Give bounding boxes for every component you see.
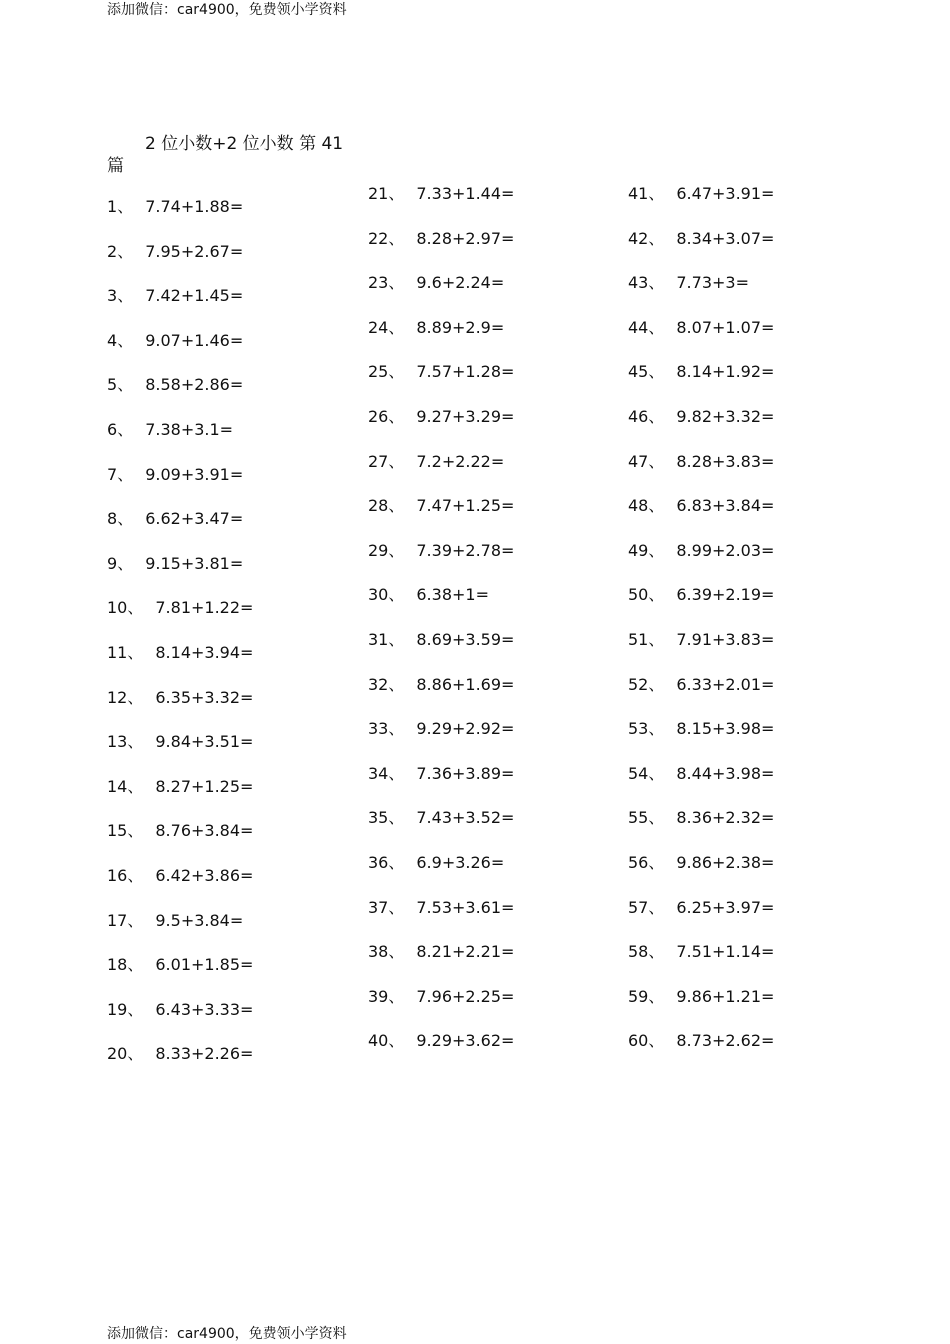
problem-separator: 、 xyxy=(127,1044,144,1063)
problem-expression: 8.99+2.03= xyxy=(676,541,775,560)
problem-item xyxy=(628,630,774,650)
problem-number: 13 xyxy=(107,732,128,751)
problem-number: 27 xyxy=(368,452,389,471)
problem-number: 28 xyxy=(368,496,389,515)
problem-item xyxy=(628,942,774,962)
problem-separator: 、 xyxy=(388,407,405,426)
problem-item xyxy=(107,955,253,975)
problem-number: 57 xyxy=(628,898,649,917)
problem-item xyxy=(628,764,774,784)
problem-number: 19 xyxy=(107,1000,128,1019)
problem-expression: 6.38+1= xyxy=(416,585,489,604)
problem-number: 47 xyxy=(628,452,649,471)
problem-expression: 7.42+1.45= xyxy=(145,286,244,305)
problem-expression: 7.36+3.89= xyxy=(416,764,515,783)
problem-number: 8 xyxy=(107,509,118,528)
problem-separator: 、 xyxy=(388,452,405,471)
problem-expression: 8.27+1.25= xyxy=(155,777,254,796)
problem-item xyxy=(107,509,243,529)
problem-expression: 6.39+2.19= xyxy=(676,585,775,604)
problem-separator: 、 xyxy=(648,184,665,203)
problem-expression: 9.86+2.38= xyxy=(676,853,775,872)
problem-separator: 、 xyxy=(388,541,405,560)
problem-item xyxy=(368,362,514,382)
problem-expression: 6.25+3.97= xyxy=(676,898,775,917)
problem-item xyxy=(628,675,774,695)
problem-expression: 8.07+1.07= xyxy=(676,318,775,337)
problem-item xyxy=(107,420,233,440)
problem-separator: 、 xyxy=(388,318,405,337)
problem-item xyxy=(628,719,774,739)
problem-number: 54 xyxy=(628,764,649,783)
problem-item xyxy=(107,465,243,485)
problem-expression: 8.14+1.92= xyxy=(676,362,775,381)
problem-number: 39 xyxy=(368,987,389,1006)
problem-expression: 6.01+1.85= xyxy=(155,955,254,974)
problem-expression: 7.47+1.25= xyxy=(416,496,515,515)
problem-expression: 7.91+3.83= xyxy=(676,630,775,649)
problem-expression: 7.38+3.1= xyxy=(145,420,234,439)
problem-item xyxy=(368,853,504,873)
problem-separator: 、 xyxy=(388,1031,405,1050)
problem-separator: 、 xyxy=(648,1031,665,1050)
problem-number: 9 xyxy=(107,554,118,573)
problem-expression: 7.73+3= xyxy=(676,273,749,292)
problem-expression: 8.28+3.83= xyxy=(676,452,775,471)
problem-item xyxy=(368,764,514,784)
problem-separator: 、 xyxy=(117,197,134,216)
problem-number: 2 xyxy=(107,242,118,261)
problem-number: 5 xyxy=(107,375,118,394)
problem-separator: 、 xyxy=(648,898,665,917)
problem-number: 3 xyxy=(107,286,118,305)
problem-separator: 、 xyxy=(117,375,134,394)
problem-number: 44 xyxy=(628,318,649,337)
problem-item xyxy=(107,688,253,708)
problem-item xyxy=(368,719,514,739)
problem-separator: 、 xyxy=(127,955,144,974)
problem-number: 58 xyxy=(628,942,649,961)
problem-separator: 、 xyxy=(388,942,405,961)
problem-item xyxy=(107,598,253,618)
problem-expression: 7.96+2.25= xyxy=(416,987,515,1006)
problem-number: 49 xyxy=(628,541,649,560)
problem-number: 34 xyxy=(368,764,389,783)
problem-number: 40 xyxy=(368,1031,389,1050)
problem-expression: 9.6+2.24= xyxy=(416,273,505,292)
problem-expression: 8.14+3.94= xyxy=(155,643,254,662)
problem-number: 15 xyxy=(107,821,128,840)
problem-number: 59 xyxy=(628,987,649,1006)
problem-expression: 7.95+2.67= xyxy=(145,242,244,261)
problem-expression: 8.15+3.98= xyxy=(676,719,775,738)
problem-separator: 、 xyxy=(388,808,405,827)
problem-item xyxy=(368,318,504,338)
problem-item xyxy=(628,541,774,561)
problem-separator: 、 xyxy=(388,496,405,515)
problem-item xyxy=(107,732,253,752)
problem-item xyxy=(368,987,514,1007)
problem-separator: 、 xyxy=(648,808,665,827)
problem-expression: 6.47+3.91= xyxy=(676,184,775,203)
problem-expression: 6.42+3.86= xyxy=(155,866,254,885)
problem-number: 6 xyxy=(107,420,118,439)
problem-number: 52 xyxy=(628,675,649,694)
problem-expression: 8.33+2.26= xyxy=(155,1044,254,1063)
problem-separator: 、 xyxy=(648,407,665,426)
problem-number: 35 xyxy=(368,808,389,827)
problem-item xyxy=(107,821,253,841)
problem-number: 10 xyxy=(107,598,128,617)
problem-expression: 9.84+3.51= xyxy=(155,732,254,751)
problem-separator: 、 xyxy=(117,331,134,350)
problem-number: 26 xyxy=(368,407,389,426)
problem-expression: 8.21+2.21= xyxy=(416,942,515,961)
problem-separator: 、 xyxy=(648,452,665,471)
problem-item xyxy=(107,911,243,931)
problem-separator: 、 xyxy=(648,541,665,560)
problem-separator: 、 xyxy=(117,509,134,528)
problem-expression: 8.58+2.86= xyxy=(145,375,244,394)
problem-separator: 、 xyxy=(648,764,665,783)
problem-number: 29 xyxy=(368,541,389,560)
problem-item xyxy=(368,496,514,516)
problem-number: 53 xyxy=(628,719,649,738)
problem-item xyxy=(107,197,243,217)
problem-separator: 、 xyxy=(117,420,134,439)
problem-number: 25 xyxy=(368,362,389,381)
problem-item xyxy=(368,808,514,828)
problem-separator: 、 xyxy=(648,318,665,337)
problem-item xyxy=(107,286,243,306)
problem-number: 30 xyxy=(368,585,389,604)
problem-separator: 、 xyxy=(648,675,665,694)
problem-expression: 6.62+3.47= xyxy=(145,509,244,528)
problem-separator: 、 xyxy=(648,853,665,872)
problem-number: 11 xyxy=(107,643,128,662)
problem-expression: 9.29+3.62= xyxy=(416,1031,515,1050)
problem-item xyxy=(628,808,774,828)
problem-item xyxy=(628,407,774,427)
problem-expression: 8.73+2.62= xyxy=(676,1031,775,1050)
problem-number: 17 xyxy=(107,911,128,930)
problem-expression: 7.2+2.22= xyxy=(416,452,505,471)
problem-separator: 、 xyxy=(127,732,144,751)
problem-number: 50 xyxy=(628,585,649,604)
problem-number: 41 xyxy=(628,184,649,203)
problem-number: 32 xyxy=(368,675,389,694)
problem-expression: 8.89+2.9= xyxy=(416,318,505,337)
problem-item xyxy=(628,452,774,472)
problem-separator: 、 xyxy=(127,777,144,796)
problem-expression: 8.44+3.98= xyxy=(676,764,775,783)
worksheet-title xyxy=(107,133,347,177)
problem-item xyxy=(107,866,253,886)
problem-expression: 8.34+3.07= xyxy=(676,229,775,248)
problem-expression: 8.76+3.84= xyxy=(155,821,254,840)
problem-separator: 、 xyxy=(648,942,665,961)
problem-expression: 7.57+1.28= xyxy=(416,362,515,381)
problem-number: 21 xyxy=(368,184,389,203)
problem-expression: 9.07+1.46= xyxy=(145,331,244,350)
problem-number: 33 xyxy=(368,719,389,738)
problem-expression: 6.83+3.84= xyxy=(676,496,775,515)
problem-item xyxy=(628,318,774,338)
problem-expression: 8.28+2.97= xyxy=(416,229,515,248)
problem-number: 23 xyxy=(368,273,389,292)
problem-item xyxy=(628,898,774,918)
problem-number: 51 xyxy=(628,630,649,649)
problem-separator: 、 xyxy=(388,764,405,783)
problem-number: 16 xyxy=(107,866,128,885)
problem-expression: 6.9+3.26= xyxy=(416,853,505,872)
problem-number: 24 xyxy=(368,318,389,337)
problem-item xyxy=(107,554,243,574)
problem-number: 20 xyxy=(107,1044,128,1063)
problem-separator: 、 xyxy=(117,286,134,305)
problem-item xyxy=(628,853,774,873)
problem-separator: 、 xyxy=(117,465,134,484)
problem-expression: 9.27+3.29= xyxy=(416,407,515,426)
problem-number: 48 xyxy=(628,496,649,515)
problem-item xyxy=(368,273,504,293)
problem-number: 14 xyxy=(107,777,128,796)
problem-expression: 9.86+1.21= xyxy=(676,987,775,1006)
problem-expression: 9.09+3.91= xyxy=(145,465,244,484)
footer-note: 添加微信：car4900，免费领小学资料 xyxy=(107,1326,347,1342)
problem-expression: 9.15+3.81= xyxy=(145,554,244,573)
problem-separator: 、 xyxy=(388,987,405,1006)
problem-separator: 、 xyxy=(648,630,665,649)
problem-item xyxy=(368,942,514,962)
problem-item xyxy=(368,630,514,650)
problem-separator: 、 xyxy=(127,688,144,707)
problem-separator: 、 xyxy=(127,598,144,617)
problem-separator: 、 xyxy=(127,821,144,840)
problem-expression: 6.35+3.32= xyxy=(155,688,254,707)
problem-number: 7 xyxy=(107,465,118,484)
problem-separator: 、 xyxy=(648,273,665,292)
problem-item xyxy=(628,229,774,249)
problem-expression: 6.33+2.01= xyxy=(676,675,775,694)
problem-item xyxy=(628,184,774,204)
problem-separator: 、 xyxy=(388,719,405,738)
problem-number: 46 xyxy=(628,407,649,426)
header-note: 添加微信：car4900，免费领小学资料 xyxy=(107,2,347,18)
problem-number: 42 xyxy=(628,229,649,248)
problem-item xyxy=(628,273,749,293)
problem-number: 38 xyxy=(368,942,389,961)
problem-item xyxy=(368,184,514,204)
problem-number: 45 xyxy=(628,362,649,381)
problem-item xyxy=(368,1031,514,1051)
problem-separator: 、 xyxy=(117,242,134,261)
problem-item xyxy=(628,585,774,605)
problem-separator: 、 xyxy=(648,229,665,248)
problem-separator: 、 xyxy=(388,362,405,381)
problem-item xyxy=(368,229,514,249)
problem-item xyxy=(368,898,514,918)
problem-expression: 8.86+1.69= xyxy=(416,675,515,694)
problem-separator: 、 xyxy=(648,719,665,738)
problem-separator: 、 xyxy=(648,362,665,381)
problem-separator: 、 xyxy=(127,1000,144,1019)
problem-expression: 9.5+3.84= xyxy=(155,911,244,930)
problem-separator: 、 xyxy=(388,675,405,694)
problem-item xyxy=(107,1044,253,1064)
problem-expression: 9.82+3.32= xyxy=(676,407,775,426)
problem-number: 36 xyxy=(368,853,389,872)
problem-expression: 7.43+3.52= xyxy=(416,808,515,827)
problem-number: 55 xyxy=(628,808,649,827)
problem-expression: 9.29+2.92= xyxy=(416,719,515,738)
problem-number: 1 xyxy=(107,197,118,216)
problem-item xyxy=(628,496,774,516)
problem-separator: 、 xyxy=(127,911,144,930)
problem-expression: 7.81+1.22= xyxy=(155,598,254,617)
problem-item xyxy=(368,541,514,561)
problem-number: 22 xyxy=(368,229,389,248)
problem-separator: 、 xyxy=(127,643,144,662)
problem-item xyxy=(628,362,774,382)
problem-separator: 、 xyxy=(388,585,405,604)
problem-expression: 7.39+2.78= xyxy=(416,541,515,560)
problem-expression: 8.36+2.32= xyxy=(676,808,775,827)
problem-item xyxy=(107,375,243,395)
problem-separator: 、 xyxy=(388,184,405,203)
problem-separator: 、 xyxy=(388,229,405,248)
problem-expression: 7.74+1.88= xyxy=(145,197,244,216)
problem-number: 31 xyxy=(368,630,389,649)
problem-separator: 、 xyxy=(388,853,405,872)
problem-number: 12 xyxy=(107,688,128,707)
problem-separator: 、 xyxy=(388,630,405,649)
worksheet-title-line-2: 篇 xyxy=(107,156,124,176)
problem-item xyxy=(107,242,243,262)
problem-separator: 、 xyxy=(648,987,665,1006)
problem-item xyxy=(368,585,489,605)
problem-item xyxy=(107,1000,253,1020)
problem-number: 4 xyxy=(107,331,118,350)
problem-expression: 7.53+3.61= xyxy=(416,898,515,917)
problem-number: 18 xyxy=(107,955,128,974)
problem-item xyxy=(107,777,253,797)
problem-item xyxy=(107,331,243,351)
problem-number: 56 xyxy=(628,853,649,872)
problem-item xyxy=(107,643,253,663)
problem-separator: 、 xyxy=(117,554,134,573)
problem-item xyxy=(368,675,514,695)
problem-item xyxy=(368,452,504,472)
problem-item xyxy=(628,987,774,1007)
problem-item xyxy=(368,407,514,427)
problem-expression: 7.33+1.44= xyxy=(416,184,515,203)
problem-separator: 、 xyxy=(388,273,405,292)
problem-expression: 8.69+3.59= xyxy=(416,630,515,649)
worksheet-title-line-1: 2 位小数+2 位小数 第 41 xyxy=(145,134,344,154)
problem-separator: 、 xyxy=(388,898,405,917)
problem-separator: 、 xyxy=(648,496,665,515)
problem-separator: 、 xyxy=(127,866,144,885)
problem-number: 43 xyxy=(628,273,649,292)
problem-separator: 、 xyxy=(648,585,665,604)
problem-number: 60 xyxy=(628,1031,649,1050)
problem-expression: 7.51+1.14= xyxy=(676,942,775,961)
problem-expression: 6.43+3.33= xyxy=(155,1000,254,1019)
problem-number: 37 xyxy=(368,898,389,917)
problem-item xyxy=(628,1031,774,1051)
